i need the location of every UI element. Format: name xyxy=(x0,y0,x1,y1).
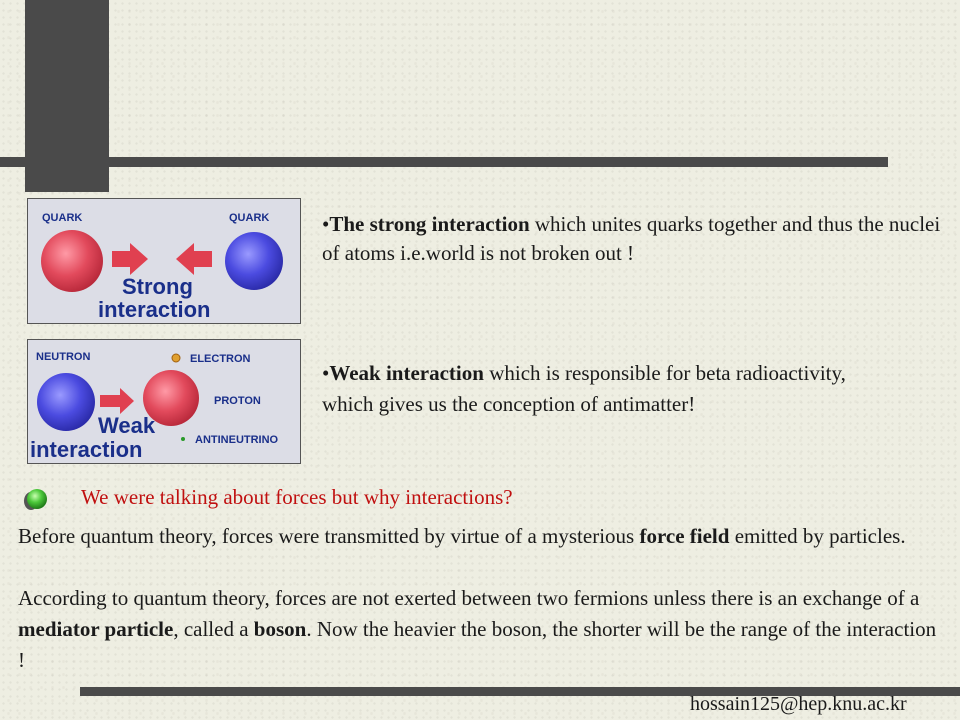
weak-caption-line2: interaction xyxy=(30,437,143,462)
before-quantum-part1: Before quantum theory, forces were transmitted by virtue of a mysterious xyxy=(18,524,640,548)
arrow-left-icon xyxy=(176,243,212,275)
electron-dot xyxy=(172,354,180,362)
footer-email: hossain125@hep.knu.ac.kr xyxy=(690,693,907,715)
quark-label-right: QUARK xyxy=(229,212,270,224)
bullet-mark: • xyxy=(322,361,330,385)
strong-caption-line2: interaction xyxy=(98,297,211,322)
before-quantum-part2: emitted by particles. xyxy=(729,524,906,548)
strong-caption-line1: Strong xyxy=(122,274,193,299)
strong-interaction-term: The strong interaction xyxy=(329,212,530,236)
before-quantum-text xyxy=(18,521,948,551)
green-bullet-icon xyxy=(22,488,48,512)
quark-red-sphere xyxy=(41,230,103,292)
neutron-sphere xyxy=(37,373,95,431)
weak-interaction-description: which is responsible for beta radioactivity, which gives us the conception of antimatter! xyxy=(322,361,846,416)
weak-interaction-text xyxy=(322,358,882,420)
arrow-right-icon xyxy=(112,243,148,275)
weak-interaction-diagram xyxy=(28,340,300,463)
strong-interaction-figure xyxy=(27,198,301,324)
antineutrino-label: ANTINEUTRINO xyxy=(195,434,279,446)
quantum-part3: . Now the heavier the boson, the shorter will be the range of the interaction ! xyxy=(18,617,937,672)
quantum-part2: , called a xyxy=(173,617,254,641)
weak-interaction-term: Weak interaction xyxy=(329,361,484,385)
force-field-term: force field xyxy=(639,524,730,548)
weak-caption-line1: Weak xyxy=(98,413,156,438)
strong-interaction-text xyxy=(322,210,942,268)
arrow-right-icon xyxy=(100,388,134,414)
mediator-particle-term: mediator particle xyxy=(18,617,174,641)
strong-interaction-diagram xyxy=(28,199,300,323)
neutron-label: NEUTRON xyxy=(36,351,91,363)
strong-interaction-description: which unites quarks together and thus the nuclei of atoms i.e.world is not broken out ! xyxy=(322,212,941,265)
antineutrino-dot xyxy=(181,437,185,441)
proton-label: PROTON xyxy=(214,395,261,407)
quark-label-left: QUARK xyxy=(42,212,83,224)
bullet-mark: • xyxy=(322,212,330,236)
quantum-part1: According to quantum theory, forces are not exerted between two fermions unless there is an exchange of a xyxy=(18,586,920,610)
boson-term: boson xyxy=(253,617,307,641)
quark-blue-sphere xyxy=(225,232,283,290)
question-heading: We were talking about forces but why interactions? xyxy=(81,485,513,509)
weak-interaction-figure xyxy=(27,339,301,464)
decorative-top-divider xyxy=(0,157,888,167)
quantum-theory-text xyxy=(18,583,948,676)
electron-label: ELECTRON xyxy=(190,353,251,365)
